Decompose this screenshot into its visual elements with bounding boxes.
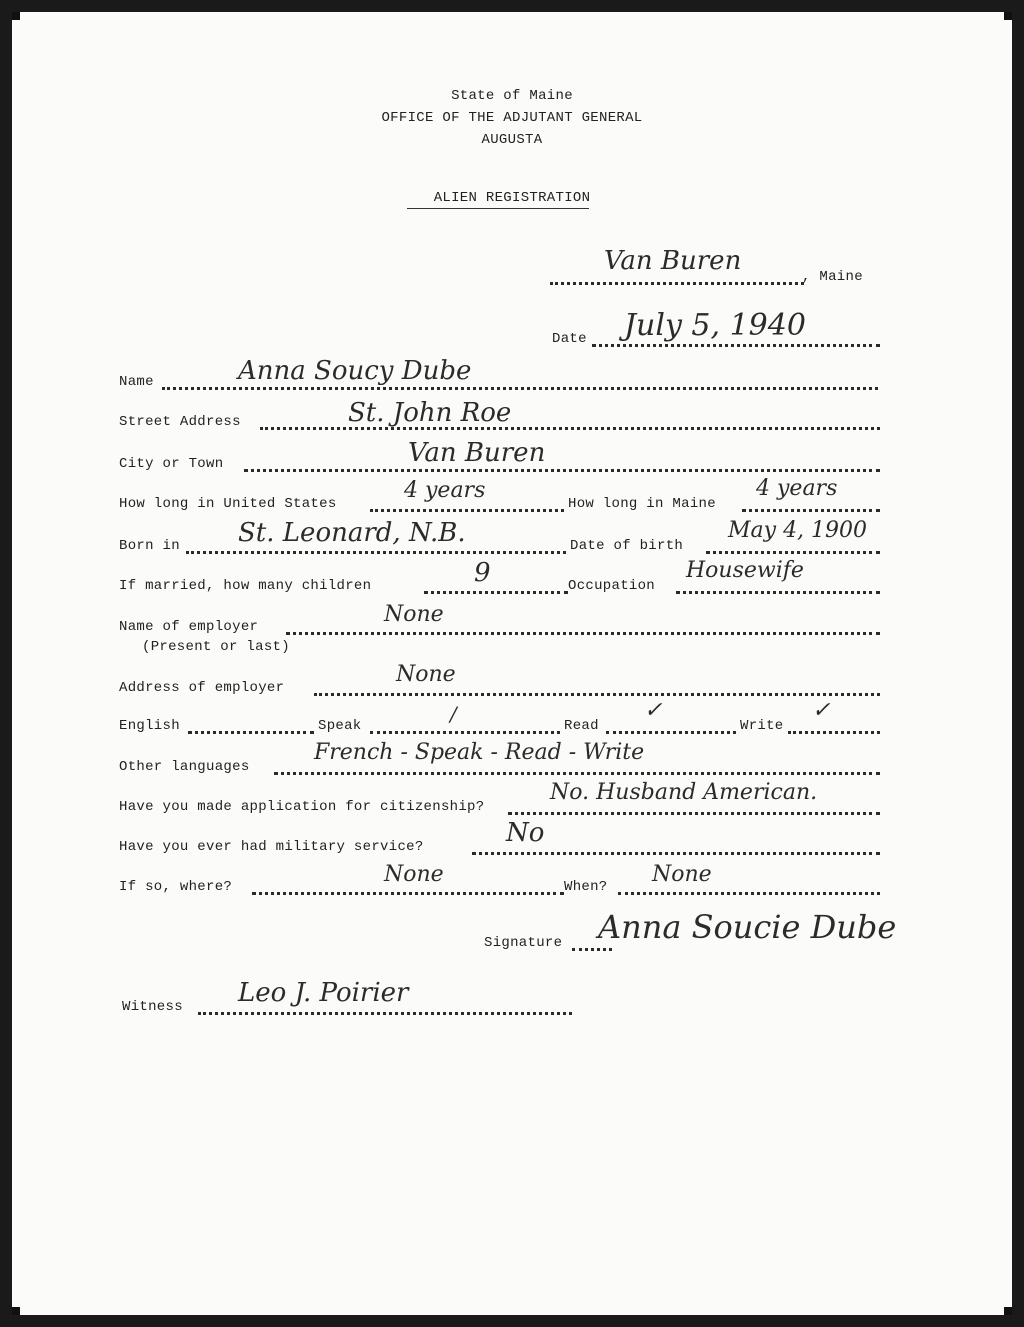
read-label: Read xyxy=(564,718,599,734)
street-value: St. John Roe xyxy=(348,398,512,428)
title-underline xyxy=(407,208,589,209)
write-value: ✓ xyxy=(812,698,831,723)
header-city: AUGUSTA xyxy=(481,132,543,148)
birthplace-value: St. Leonard, N.B. xyxy=(238,518,466,548)
street-label: Street Address xyxy=(119,414,241,430)
name-dotted-line xyxy=(162,387,878,390)
maine-duration-label: How long in Maine xyxy=(568,496,716,512)
when-value: None xyxy=(652,862,712,887)
military-value: No xyxy=(506,818,545,848)
header-state: State of Maine xyxy=(451,88,573,104)
maine-duration-dotted-line xyxy=(742,509,880,512)
military-label: Have you ever had military service? xyxy=(119,839,424,855)
town-value: Van Buren xyxy=(604,246,742,276)
signature-label: Signature xyxy=(484,935,563,951)
signature-value: Anna Soucie Dube xyxy=(598,908,897,946)
scan-corner-mark xyxy=(1004,12,1012,20)
dob-value: May 4, 1900 xyxy=(728,518,868,543)
city-dotted-line xyxy=(244,469,880,472)
city-label: City or Town xyxy=(119,456,224,472)
english-label: English xyxy=(119,718,180,734)
witness-label: Witness xyxy=(122,999,183,1015)
where-label: If so, where? xyxy=(119,879,233,895)
employer-address-value: None xyxy=(396,662,456,687)
employer-value: None xyxy=(384,602,444,627)
witness-dotted-line xyxy=(198,1012,572,1015)
read-value: ✓ xyxy=(644,698,663,723)
scan-corner-mark xyxy=(12,1307,20,1315)
write-label: Write xyxy=(740,718,784,734)
citizenship-value: No. Husband American. xyxy=(550,780,818,805)
military-dotted-line xyxy=(472,852,880,855)
date-value: July 5, 1940 xyxy=(624,308,806,343)
witness-value: Leo J. Poirier xyxy=(238,978,409,1008)
read-dotted-line xyxy=(606,731,736,734)
employer-address-label: Address of employer xyxy=(119,680,285,696)
occupation-value: Housewife xyxy=(686,558,804,583)
name-label: Name xyxy=(119,374,154,390)
when-dotted-line xyxy=(618,892,880,895)
speak-value: / xyxy=(450,702,457,726)
speak-dotted-line xyxy=(370,731,560,734)
us-duration-dotted-line xyxy=(370,509,564,512)
children-value: 9 xyxy=(474,558,491,588)
birthplace-label: Born in xyxy=(119,538,180,554)
form-title: ALIEN REGISTRATION xyxy=(433,190,591,206)
employer-dotted-line xyxy=(286,632,880,635)
scan-corner-mark xyxy=(1004,1307,1012,1315)
english-dotted-line xyxy=(188,731,314,734)
town-dotted-line xyxy=(550,282,804,285)
date-label: Date xyxy=(552,331,587,347)
document-page xyxy=(12,12,1012,1315)
maine-duration-value: 4 years xyxy=(756,476,838,501)
birthplace-dotted-line xyxy=(186,551,566,554)
other-languages-value: French - Speak - Read - Write xyxy=(314,740,645,765)
signature-dotted-line xyxy=(572,948,612,951)
us-duration-label: How long in United States xyxy=(119,496,337,512)
children-dotted-line xyxy=(424,591,568,594)
write-dotted-line xyxy=(788,731,880,734)
other-languages-dotted-line xyxy=(274,772,880,775)
employer-label: Name of employer xyxy=(119,619,259,635)
occupation-label: Occupation xyxy=(568,578,656,594)
citizenship-dotted-line xyxy=(508,812,880,815)
us-duration-value: 4 years xyxy=(404,478,486,503)
where-value: None xyxy=(384,862,444,887)
state-label: , Maine xyxy=(802,269,863,285)
date-dotted-line xyxy=(592,344,880,347)
header-office: OFFICE OF THE ADJUTANT GENERAL xyxy=(381,110,643,126)
when-label: When? xyxy=(564,879,608,895)
city-value: Van Buren xyxy=(408,438,546,468)
other-languages-label: Other languages xyxy=(119,759,250,775)
employer-note: (Present or last) xyxy=(142,639,290,655)
citizenship-label: Have you made application for citizenship? xyxy=(119,799,485,815)
children-label: If married, how many children xyxy=(119,578,372,594)
name-value: Anna Soucy Dube xyxy=(238,356,472,386)
employer-address-dotted-line xyxy=(314,693,880,696)
scan-corner-mark xyxy=(12,12,20,20)
speak-label: Speak xyxy=(318,718,362,734)
dob-dotted-line xyxy=(706,551,880,554)
occupation-dotted-line xyxy=(676,591,880,594)
where-dotted-line xyxy=(252,892,564,895)
dob-label: Date of birth xyxy=(570,538,684,554)
